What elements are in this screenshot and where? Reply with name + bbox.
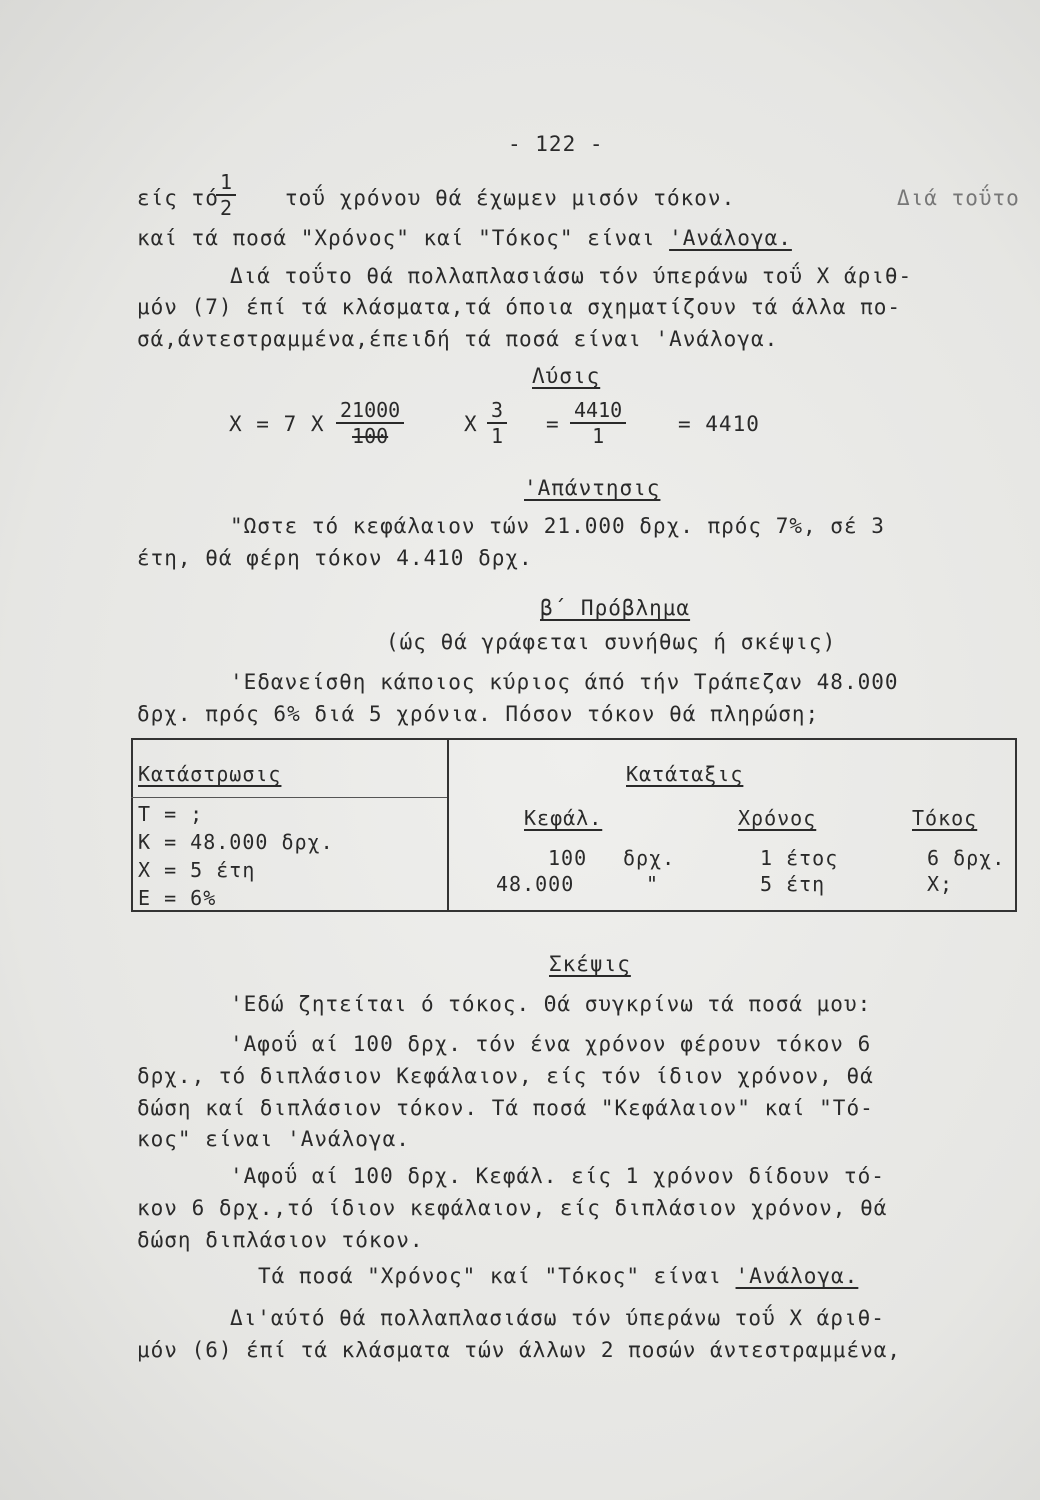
table-left-row-1: Τ = ; [138,802,204,826]
thinking-p3-line1: 'Αφοΰ αί 100 δρχ. Κεφάλ. είς 1 χρόνον δίδουν τό- [230,1164,885,1188]
para2-line2: μόν (7) έπί τά κλάσματα,τά όποια σχηματίζουν τά άλλα πο- [137,295,902,319]
answer-heading: 'Απάντησις [524,476,661,500]
equation-times: Χ [464,412,478,436]
problem-subheading: (ώς θά γράφεται συνήθως ή σκέψις) [386,630,837,654]
half-fraction [216,172,236,218]
table-left-row-3: Χ = 5 έτη [138,858,256,882]
thinking-heading: Σκέψις [549,952,631,976]
equation-fraction-3-denominator: 1 [592,424,605,448]
half-fraction-denominator: 2 [220,196,233,220]
thinking-p5-line1: Δι'αύτό θά πολλαπλασιάσω τόν ύπεράνω τοΰ Χ άριθ- [230,1306,885,1330]
thinking-p2-line4: κος" είναι 'Ανάλογα. [137,1127,410,1151]
equation-equals: = [546,412,560,436]
thinking-p1: 'Εδώ ζητείται ό τόκος. Θά συγκρίνω τά ποσά μου: [230,992,872,1016]
thinking-p5-line2: μόν (6) έπί τά κλάσματα τών άλλων 2 ποσών άντεστραμμένα, [137,1338,902,1362]
table-left-heading: Κατάστρωσις [138,762,282,786]
row2-interest: Χ; [927,872,954,896]
para1-line1-rest: τοΰ χρόνου θά έχωμεν μισόν τόκον. [285,186,736,210]
equation-fraction-1-numerator: 21000 [336,400,404,424]
equation-fraction-1-denominator: 100 [352,424,389,448]
equation-lhs: Χ = 7 Χ [229,412,325,436]
thinking-p3-line2: κον 6 δρχ.,τό ίδιον κεφάλαιον, είς διπλάσιον χρόνον, θά [137,1196,888,1220]
answer-line1: "Ωστε τό κεφάλαιον τών 21.000 δρχ. πρός 7%, σέ 3 [230,514,885,538]
problem-line1: 'Εδανείσθη κάποιος κύριος άπό τήν Τράπεζαν 48.000 [230,670,899,694]
solution-heading: Λύσις [532,364,601,388]
column-header-interest: Τόκος [912,806,978,830]
row2-time: 5 έτη [760,872,826,896]
equation-fraction-3-numerator: 4410 [570,400,626,424]
para1-line2-text: καί τά ποσά "Χρόνος" καί "Τόκος" είναι [137,226,656,250]
equation-fraction-2-numerator: 3 [487,400,507,424]
thinking-p2-line1: 'Αφοΰ αί 100 δρχ. τόν ένα χρόνον φέρουν τόκον 6 [230,1032,872,1056]
table-right-heading: Κατάταξις [626,762,744,786]
problem-line2: δρχ. πρός 6% διά 5 χρόνια. Πόσον τόκον θά πληρώση; [137,702,820,726]
row1-unit: δρχ. [623,846,676,870]
half-fraction-numerator: 1 [216,172,236,196]
table-left-row-4: Ε = 6% [138,886,217,910]
row1-interest: 6 δρχ. [927,846,1006,870]
thinking-p4 [258,1264,858,1288]
equation-fraction-2 [487,400,507,446]
para1-line2-underlined: 'Ανάλογα. [669,226,792,250]
para2-line1: Διά τοΰτο θά πολλαπλασιάσω τόν ύπεράνω τοΰ Χ άριθ- [230,264,913,288]
column-header-capital: Κεφάλ. [524,806,603,830]
equation-result: = 4410 [678,412,760,436]
row2-unit: " [646,872,660,896]
row2-capital: 48.000 [496,872,575,896]
thinking-p4-text: Τά ποσά "Χρόνος" καί "Τόκος" είναι [258,1264,722,1288]
column-header-time: Χρόνος [738,806,817,830]
para1-line1-end: Διά τοΰτο [897,186,1020,210]
page-number: - 122 - [508,132,604,156]
para1-line1-start: είς τό [137,186,219,210]
row1-capital: 100 [548,846,588,870]
table-left-rule [131,797,447,798]
row1-time: 1 έτος [760,846,839,870]
para2-line3: σά,άντεστραμμένα,έπειδή τά ποσά είναι 'Ανάλογα. [137,327,779,351]
thinking-p4-underlined: 'Ανάλογα. [735,1264,859,1288]
thinking-p2-line2: δρχ., τό διπλάσιον Κεφάλαιον, είς τόν ίδιον χρόνον, θά [137,1064,874,1088]
table-left-row-2: Κ = 48.000 δρχ. [138,830,334,854]
equation-fraction-3 [570,400,626,446]
table-divider [447,738,449,912]
para1-line2 [137,226,792,250]
equation-fraction-2-denominator: 1 [491,424,504,448]
problem-heading: β΄ Πρόβλημα [540,596,691,620]
answer-line2: έτη, θά φέρη τόκον 4.410 δρχ. [137,546,533,570]
thinking-p2-line3: δώση καί διπλάσιον τόκον. Τά ποσά "Κεφάλαιον" καί "Τό- [137,1096,874,1120]
equation-fraction-1 [336,400,404,446]
thinking-p3-line3: δώση διπλάσιον τόκον. [137,1228,424,1252]
